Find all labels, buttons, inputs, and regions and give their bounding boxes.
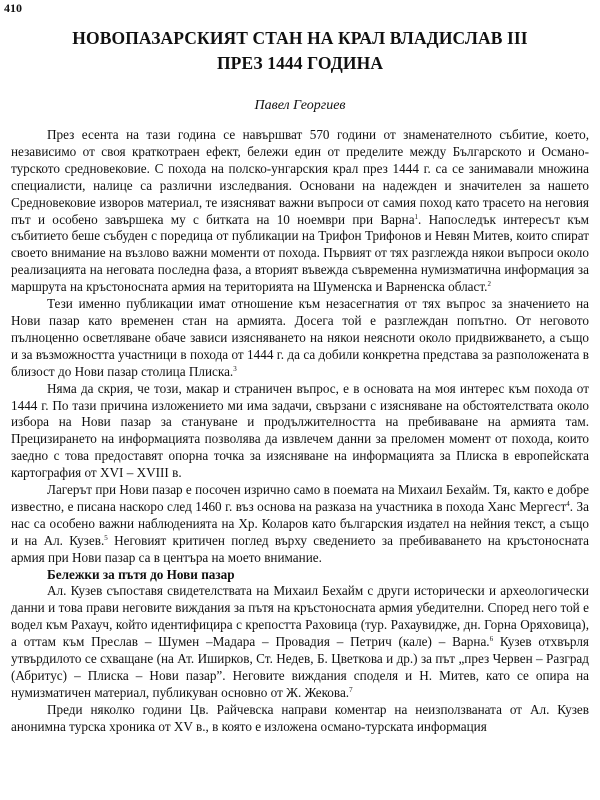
footnote-ref-6: 6 bbox=[489, 635, 494, 644]
footnote-ref-5: 5 bbox=[104, 533, 108, 542]
paragraph-6: Преди няколко години Цв. Райчевска направи коментар на неизползваната от Ал. Кузев анонимна турска хроника от XV в., в която е изложена османо-турската информация bbox=[11, 701, 589, 734]
paragraph-2: Тези именно публикации имат отношение към незасегнатия от тях въпрос за значението на Нови пазар като временен стан на армията. Досега той е разглеждан попътно. От неговото пълноценно осветляване обаче зависи изясняването на някои неясноти около придвижването, а също и за възможността участници в похода от 1444 г. да са добили конкретна представа за разположената в близост до Нови пазар столица Плиска.$^3$ bbox=[11, 296, 589, 379]
footnote-ref-7: 7 bbox=[349, 685, 353, 694]
article-title-line-2: ПРЕЗ 1444 ГОДИНА bbox=[216, 53, 384, 73]
section-heading: Бележки за пътя до Нови пазар bbox=[47, 566, 235, 582]
article-body bbox=[11, 127, 589, 736]
article-title bbox=[0, 26, 600, 76]
article-title-line-1: НОВОПАЗАРСКИЯТ СТАН НА КРАЛ ВЛАДИСЛАВ III bbox=[72, 28, 528, 48]
author-name: Павел Георгиев bbox=[254, 98, 346, 113]
paragraph-1: През есента на тази година се навършват 570 години от знаменателното събитие, което, независимо от своя краткотраен ефект, бележи един от пределите между Българското и Османо-турското средновековие. С похода на полско-унгарския крал през 1444 г. са се занимавали множина специалисти, налице са различни изследвания. Основани на надежден и значителен за нашето Средновековие изворов материал, те изясняват важни въпроси от самия поход като трасето на неговия път и особено завършека му с битката на 10 ноември при Варна$^1$. Напоследък интересът към събитието беше събуден с поредица от публикации на Трифон Трифонов и Невян Митев, които спират своето внимание на възлово важни моменти от похода. Първият от тях разглежда някои въпроси около реализацията на неговата последна фаза, а вторият въвежда съвременна нумизматична информация за маршрута на кръстоносната армия на територията на Шуменска и Варненска област.$^2$ bbox=[11, 127, 589, 295]
footnote-ref-4: 4 bbox=[566, 499, 570, 508]
paragraph-4: Лагерът при Нови пазар е посочен изрично само в поемата на Михаил Бехайм. Тя, както е добре известно, е писана наскоро след 1460 г. въз основа на разказа на участника в похода Ханс Мергест$^4$. За нас са особено важни наблюденията на Хр. Коларов като българския издател на нейния текст, а също и на Ал. Кузев.$^5$ Неговият критичен поглед върху сведението за пребиваването на кръстоносната армия при Нови пазар са в центъра на моето внимание. bbox=[11, 482, 589, 565]
footnote-ref-2: 2 bbox=[487, 280, 491, 289]
footnote-ref-3: 3 bbox=[233, 364, 237, 373]
page-number: 410 bbox=[4, 1, 22, 15]
paragraph-3: Няма да скрия, че този, макар и страничен въпрос, е в основата на моя интерес към похода от 1444 г. По тази причина изложението ми има задачи, свързани с изясняване на обстоятелствата около избора на Нови пазар за стануване и продължителността на пребиваване на армията там. Прецизирането на информацията позволява да извлечем данни за преломен момент от похода, които заедно с това предоставят опорна точка за изясняване на информацията за Плиска в европейската картография от XVI – XVIII в. bbox=[11, 380, 589, 481]
footnote-ref-1: 1 bbox=[414, 212, 419, 221]
paragraph-5: Ал. Кузев съпоставя свидетелствата на Михаил Бехайм с други исторически и археологически данни и това прави неговите виждания за пътя на кръстоносната армия убедителни. Според него той е водел към Рахауч, който идентифицира с крепостта Раховица (тур. Рахаувидже, дн. Горна Оряховица), а оттам към Преслав – Шумен –Мадара – Провадия – Петрич (кале) – Варна.$^6$ Кузев отхвърля утвърдилото се схващане (на Ат. Иширков, Ст. Недев, Б. Цветкова и др.) за път „през Червен – Разград (Абритус) – Плиска – Нови пазар”. Неговите виждания споделя и Н. Митев, като се опира на нумизматичен материал, публикуван основно от Ж. Жекова.$^7$ bbox=[11, 583, 589, 700]
